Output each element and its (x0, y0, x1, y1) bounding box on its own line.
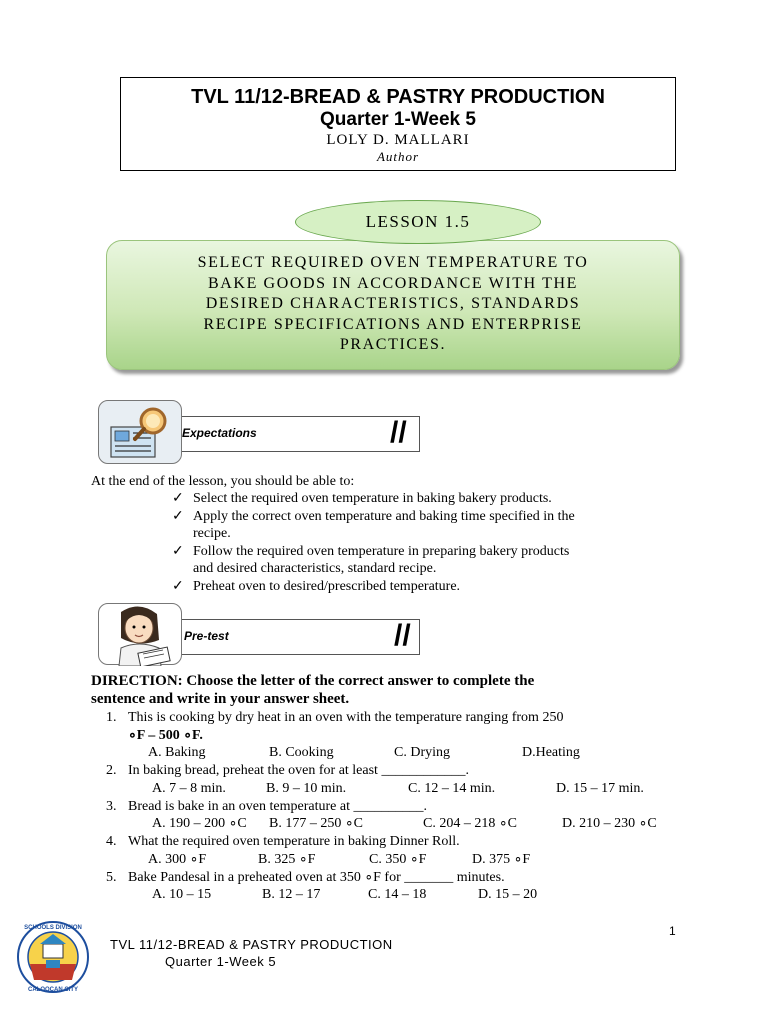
list-item (172, 508, 692, 543)
page-number: 1 (669, 924, 676, 938)
lesson-title-line: RECIPE SPECIFICATIONS AND ENTERPRISE (203, 315, 583, 333)
lesson-number-badge: LESSON 1.5 (295, 200, 541, 244)
choice: C. 12 – 14 min. (408, 780, 496, 796)
choice: B. 325 ∘F (258, 851, 316, 867)
choice: D.Heating (522, 745, 580, 760)
author-name: LOLY D. MALLARI (326, 132, 470, 148)
question-item (106, 869, 706, 905)
choice: D. 15 – 20 (478, 887, 538, 902)
question-text: This is cooking by dry heat in an oven with the temperature ranging from 250 (128, 710, 564, 725)
footer-title: TVL 11/12-BREAD & PASTRY PRODUCTION (110, 937, 393, 952)
list-item-text: recipe. (193, 526, 231, 541)
list-item-text: Preheat oven to desired/prescribed temperature. (193, 578, 461, 594)
choice: D. 375 ∘F (472, 851, 531, 867)
expectations-heading: Expectations (182, 426, 257, 440)
question-number: 2. (106, 763, 117, 778)
choice: D. 210 – 230 ∘C (562, 816, 657, 831)
expectations-list (172, 490, 692, 595)
question-text: In baking bread, preheat the oven for at least ____________. (128, 763, 469, 778)
footer (110, 937, 393, 969)
question-number: 5. (106, 869, 117, 885)
checkmark-icon: ✓ (172, 543, 184, 559)
direction-line: DIRECTION: Choose the letter of the correct answer to complete the (91, 673, 535, 689)
magnifier-document-icon (98, 400, 182, 464)
list-item-text: and desired characteristics, standard recipe. (193, 561, 437, 576)
list-item-text: Apply the correct oven temperature and baking time specified in the (193, 508, 575, 524)
choice: B. Cooking (269, 745, 334, 760)
choice: A. 300 ∘F (148, 851, 207, 867)
checkmark-icon: ✓ (172, 508, 184, 524)
pretest-direction (91, 672, 534, 708)
expectations-header (98, 400, 428, 464)
list-item (172, 578, 692, 596)
lesson-title-line: DESIRED CHARACTERISTICS, STANDARDS (205, 295, 581, 312)
pretest-header (98, 603, 428, 665)
choices-row (128, 886, 706, 904)
choice: A. 7 – 8 min. (152, 780, 226, 796)
question-number: 3. (106, 798, 117, 814)
title-box (120, 77, 676, 171)
lesson-title-banner (106, 240, 680, 370)
question-number: 1. (106, 710, 117, 725)
document-title: TVL 11/12-BREAD & PASTRY PRODUCTION (191, 86, 605, 108)
choice: A. 190 – 200 ∘C (152, 816, 247, 831)
choices-row (128, 780, 706, 798)
author-role: Author (376, 149, 420, 164)
svg-text:CALOOCAN CITY: CALOOCAN CITY (28, 987, 78, 993)
choice: C. 350 ∘F (369, 851, 427, 867)
list-item-text: Select the required oven temperature in baking bakery products. (193, 491, 552, 506)
question-number: 4. (106, 834, 117, 849)
list-item (172, 490, 692, 508)
checkmark-icon: ✓ (172, 578, 184, 594)
choice: B. 12 – 17 (262, 887, 321, 902)
expectations-intro: At the end of the lesson, you should be able to: (91, 474, 355, 489)
choices-row (128, 815, 706, 833)
choice: B. 177 – 250 ∘C (269, 816, 363, 831)
quarter-week: Quarter 1-Week 5 (320, 109, 476, 130)
choice: B. 9 – 10 min. (266, 780, 347, 796)
lesson-title-line: BAKE GOODS IN ACCORDANCE WITH THE (208, 274, 578, 292)
student-writing-icon (98, 603, 182, 665)
question-text: Bake Pandesal in a preheated oven at 350 ∘F for _______ minutes. (128, 869, 505, 885)
footer-quarter: Quarter 1-Week 5 (165, 954, 277, 969)
direction-line: sentence and write in your answer sheet. (91, 691, 350, 707)
question-item (106, 833, 706, 869)
double-slash-icon: // (390, 416, 407, 449)
question-item (106, 709, 706, 762)
question-item (106, 762, 706, 798)
lesson-title-line: SELECT REQUIRED OVEN TEMPERATURE TO (197, 254, 589, 271)
choice: C. 14 – 18 (368, 887, 427, 902)
choices-row (128, 744, 706, 762)
lesson-title-line: PRACTICES. (339, 336, 447, 353)
choice: C. 204 – 218 ∘C (423, 816, 517, 831)
checkmark-icon: ✓ (172, 491, 184, 506)
question-text: ∘F – 500 ∘F. (128, 727, 203, 743)
choice: A. Baking (148, 745, 206, 760)
list-item (172, 543, 692, 578)
svg-text:SCHOOLS DIVISION: SCHOOLS DIVISION (24, 925, 82, 931)
question-text: What the required oven temperature in baking Dinner Roll. (128, 834, 460, 849)
choice: A. 10 – 15 (152, 887, 212, 902)
pretest-heading: Pre-test (184, 629, 229, 643)
double-slash-icon: // (394, 619, 411, 652)
question-list (106, 709, 706, 904)
division-seal-logo (16, 920, 90, 994)
choices-row (128, 851, 706, 869)
question-item (106, 798, 706, 834)
list-item-text: Follow the required oven temperature in preparing bakery products (193, 543, 570, 559)
question-text: Bread is bake in an oven temperature at __________. (128, 798, 427, 814)
choice: C. Drying (394, 745, 450, 760)
choice: D. 15 – 17 min. (556, 780, 644, 796)
